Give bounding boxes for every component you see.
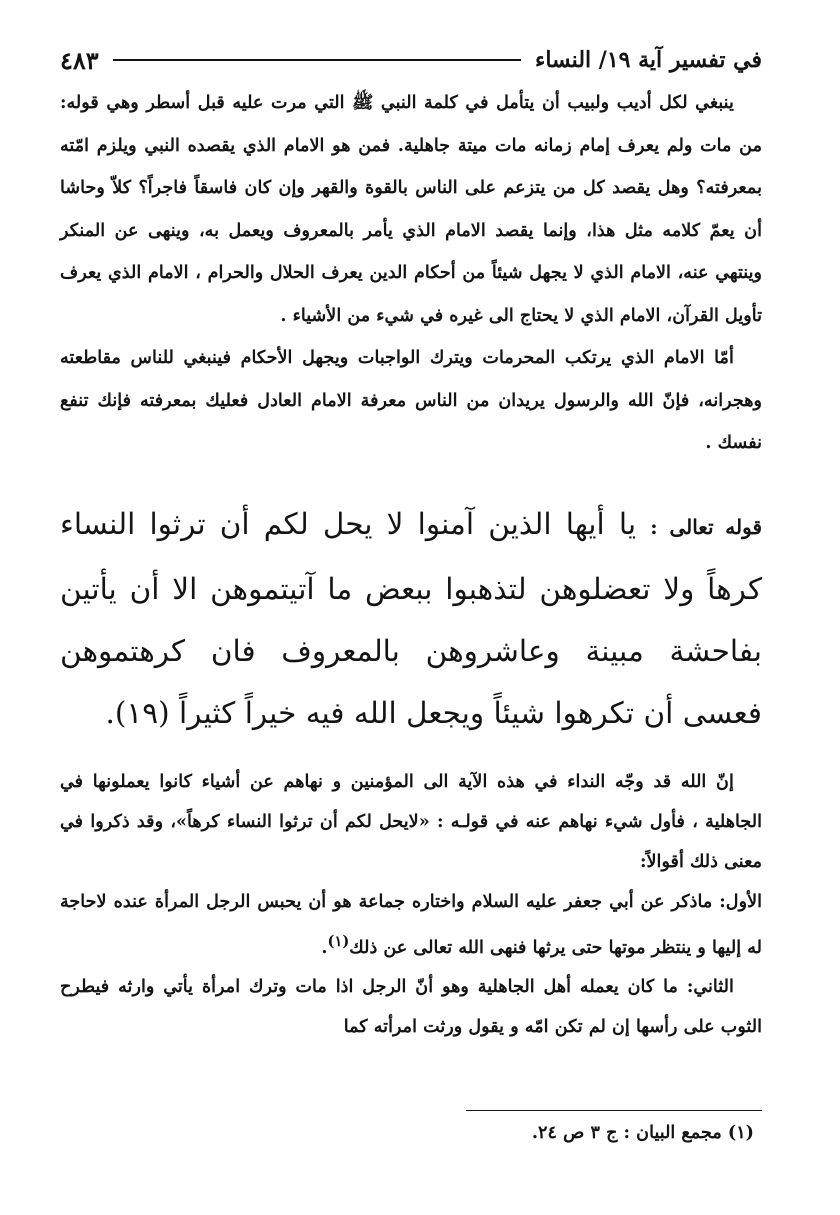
footnote: (١) مجمع البيان : ج ٣ ص ٢٤. — [531, 1122, 754, 1143]
footnote-rule — [466, 1110, 762, 1111]
quran-verse — [60, 493, 762, 744]
commentary-section — [60, 762, 762, 1048]
commentary-paragraph-3: الثاني: ما كان يعمله أهل الجاهلية وهو أنّ الرجل اذا مات وترك امرأة يأتي وارثه فيطرح الثوب على رأسها إن لم تكن امّه و يقول ورثت امرأته كما — [60, 976, 762, 1038]
header-rule — [113, 59, 521, 61]
first-opinion: الأول: ماذكر عن أبي جعفر عليه السلام واختاره جماعة هو أن يحبس الرجل المرأة عنده لاحاجة له إليها و ينتظر موتها حتى يرثها فنهى الله تعالى عن ذلك — [60, 890, 762, 958]
verse-intro: قوله تعالى : — [650, 514, 762, 539]
intro-paragraph-2: أمّا الامام الذي يرتكب المحرمات ويترك الواجبات ويجهل الأحكام فينبغي للناس مقاطعته وهجرانه، فإنّ الله والرسول يريدان من الناس معرفة الامام العادل فعليك بمعرفته فإنك تنفع نفسك . — [60, 347, 762, 453]
running-header — [60, 38, 762, 82]
commentary-paragraph-1 — [60, 762, 762, 882]
footnote-reference: (١) — [327, 932, 350, 950]
quoted-verse: «لايحل لكم أن ترثوا النساء كرهاً» — [176, 810, 430, 832]
page-number: ٤٨٣ — [60, 45, 99, 75]
commentary-paragraph-2: الأول: ماذكر عن أبي جعفر عليه السلام واختاره جماعة هو أن يحبس الرجل المرأة عنده لاحاجة له إليها و ينتظر موتها حتى يرثها فنهى الله تعالى عن ذلك$^{(١)}$. — [60, 890, 762, 958]
header-title: في تفسير آية ١٩/ النساء — [535, 47, 762, 73]
intro-paragraph-1: ينبغي لكل أديب ولبيب أن يتأمل في كلمة النبي ﷺ التي مرت عليه قبل أسطر وهي قوله: من مات ولم يعرف إمام زمانه مات ميتة جاهلية. فمن هو الامام الذي يقصده النبي ويلزم امّته بمعرفته؟ وهل يقصد كل من يتزعم على الناس بالقوة والقهر وإن كان فاسقاً فاجراً؟ كلاّ وحاشا أن يعمّ كلامه مثل هذا، وإنما يقصد الامام الذي يأمر بالمعروف ويعمل به، وينهى عن المنكر وينتهي عنه، الامام الذي لا يجهل شيئاً من أحكام الدين يعرف الحلال والحرام ، الامام الذي يعرف تأويل القرآن، الامام الذي لا يحتاج الى غيره في شيء من الأشياء . — [60, 92, 762, 326]
commentary-p1-lead: إنّ الله قد وجّه النداء في هذه الآية الى المؤمنين و نهاهم عن أشياء كانوا يعملونها في الجاهلية ، فأول شيء نهاهم عنه في قولـه : — [60, 770, 762, 832]
intro-section — [60, 82, 762, 465]
commentary-p1-tail: ، وقد ذكروا في معنى ذلك أقوالاً: — [60, 810, 762, 872]
verse-text: يا أيها الذين آمنوا لا يحل لكم أن ترثوا النساء كرهاً ولا تعضلوهن لتذهبوا ببعض ما آتيتموهن الا أن يأتين بفاحشة مبينة وعاشروهن بالمعروف فان كرهتموهن فعسى أن تكرهوا شيئاً ويجعل الله فيه خيراً كثيراً (١٩). — [60, 506, 762, 730]
